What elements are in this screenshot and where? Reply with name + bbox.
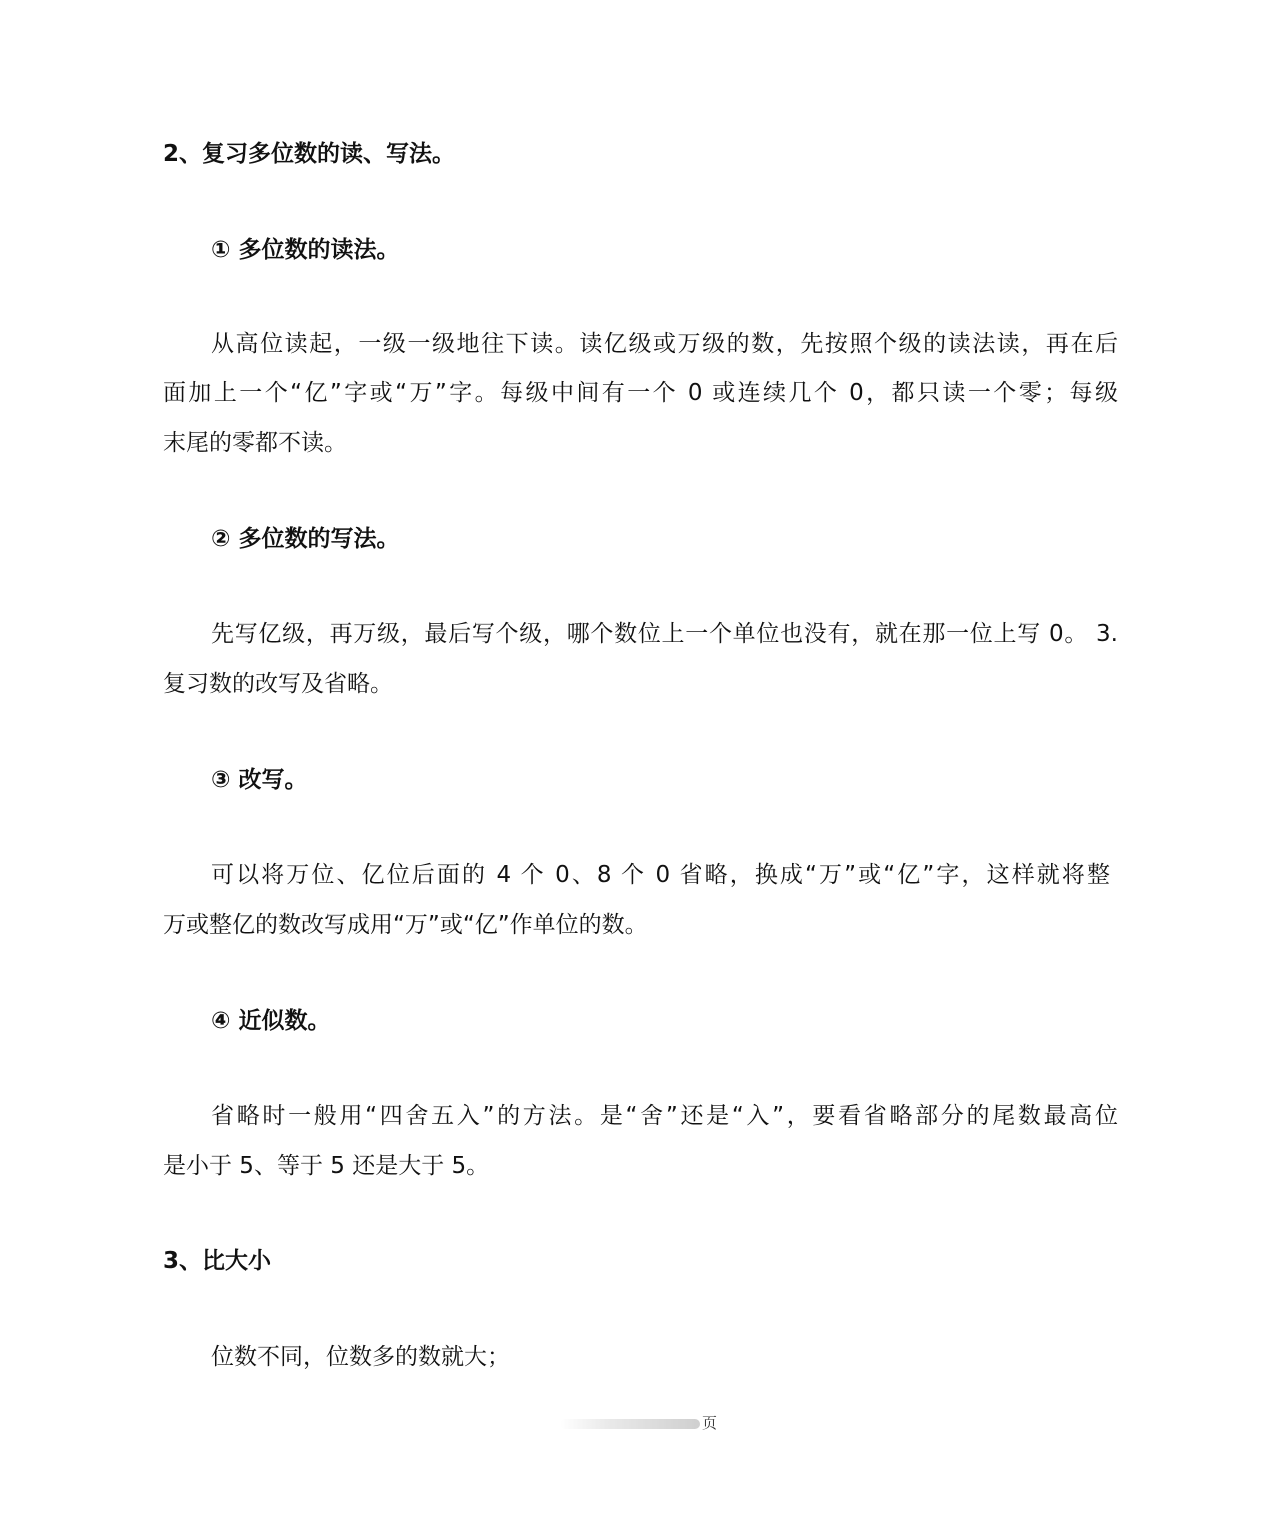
section-3-heading: 3、比大小 (163, 1248, 272, 1274)
subsection-3-heading: ③ 改写。 (211, 767, 308, 793)
subsection-2-heading: ② 多位数的写法。 (211, 526, 400, 552)
paragraph-line: 面加上一个“亿”字或“万”字。每级中间有一个 0 或连续几个 0，都只读一个零；每级 (163, 380, 1118, 406)
paragraph-line: 复习数的改写及省略。 (163, 671, 393, 697)
paragraph-line: 从高位读起，一级一级地往下读。读亿级或万级的数，先按照个级的读法读，再在后 (211, 331, 1118, 357)
footer-page-label: 页 (702, 1414, 718, 1432)
paragraph-line: 位数不同，位数多的数就大； (211, 1344, 510, 1370)
subsection-4-heading: ④ 近似数。 (211, 1008, 331, 1034)
subsection-1-heading: ① 多位数的读法。 (211, 237, 400, 263)
paragraph-line: 万或整亿的数改写成用“万”或“亿”作单位的数。 (163, 912, 648, 938)
paragraph-line: 是小于 5、等于 5 还是大于 5。 (163, 1153, 490, 1179)
section-2-heading: 2、复习多位数的读、写法。 (163, 141, 456, 167)
footer-decoration (560, 1419, 700, 1429)
paragraph-line: 省略时一般用“四舍五入”的方法。是“舍”还是“入”，要看省略部分的尾数最高位 (211, 1103, 1118, 1129)
paragraph-line: 末尾的零都不读。 (163, 430, 347, 456)
paragraph-line: 可以将万位、亿位后面的 4 个 0、8 个 0 省略，换成“万”或“亿”字，这样就将整 (211, 862, 1110, 888)
page-footer (560, 1414, 718, 1432)
paragraph-line: 先写亿级，再万级，最后写个级，哪个数位上一个单位也没有，就在那一位上写 0。 3. (211, 621, 1118, 647)
